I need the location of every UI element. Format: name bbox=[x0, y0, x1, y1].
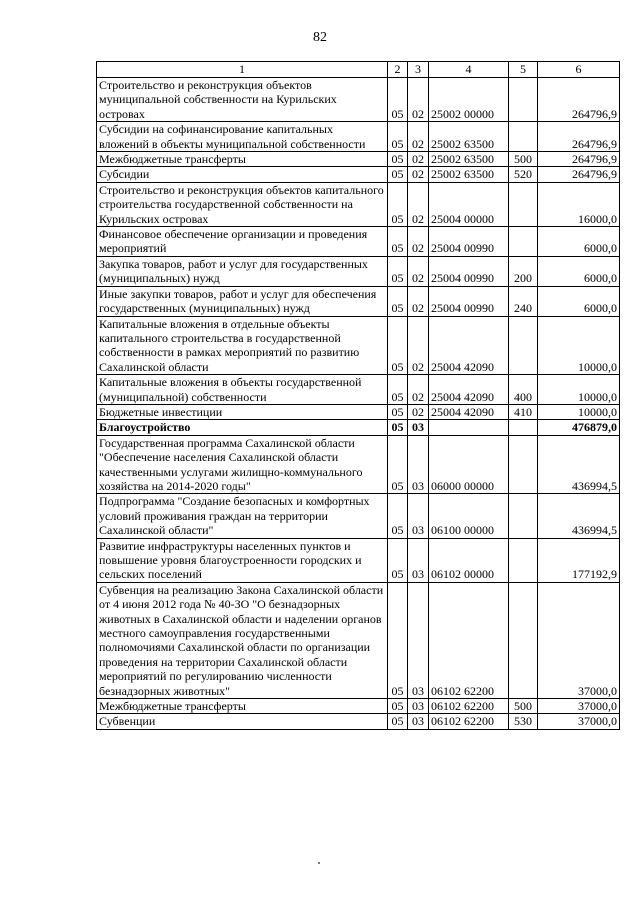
row-expense-type bbox=[509, 420, 538, 435]
header-col-6: 6 bbox=[538, 62, 620, 78]
row-amount: 6000,0 bbox=[538, 256, 620, 286]
row-target-code: 25004 42090 bbox=[429, 404, 509, 419]
row-subsection: 03 bbox=[408, 582, 429, 698]
row-section: 05 bbox=[388, 375, 408, 405]
table-row bbox=[97, 227, 620, 257]
table-header-row bbox=[97, 62, 620, 78]
header-col-4: 4 bbox=[429, 62, 509, 78]
table-row bbox=[97, 152, 620, 167]
row-name: Закупка товаров, работ и услуг для государственных (муниципальных) нужд bbox=[97, 256, 388, 286]
scan-speck bbox=[318, 862, 320, 864]
row-target-code: 25002 63500 bbox=[429, 122, 509, 152]
row-expense-type: 530 bbox=[509, 714, 538, 729]
row-expense-type bbox=[509, 316, 538, 375]
row-subsection: 03 bbox=[408, 538, 429, 582]
row-subsection: 02 bbox=[408, 182, 429, 226]
row-target-code: 25002 63500 bbox=[429, 152, 509, 167]
row-expense-type: 200 bbox=[509, 256, 538, 286]
row-name: Субсидии bbox=[97, 167, 388, 182]
row-expense-type: 520 bbox=[509, 167, 538, 182]
row-amount: 264796,9 bbox=[538, 122, 620, 152]
row-section: 05 bbox=[388, 435, 408, 494]
table-row bbox=[97, 714, 620, 729]
row-section: 05 bbox=[388, 227, 408, 257]
row-subsection: 03 bbox=[408, 420, 429, 435]
table-row bbox=[97, 494, 620, 538]
table-row bbox=[97, 538, 620, 582]
row-subsection: 02 bbox=[408, 227, 429, 257]
row-subsection: 02 bbox=[408, 404, 429, 419]
row-name: Межбюджетные трансферты bbox=[97, 152, 388, 167]
table-row bbox=[97, 404, 620, 419]
header-col-1: 1 bbox=[97, 62, 388, 78]
row-name: Благоустройство bbox=[97, 420, 388, 435]
row-expense-type: 500 bbox=[509, 699, 538, 714]
row-amount: 264796,9 bbox=[538, 78, 620, 122]
table-row bbox=[97, 167, 620, 182]
row-name: Государственная программа Сахалинской области "Обеспечение населения Сахалинской области качественными услугами жилищно-коммунального хозяйства на 2014-2020 годы" bbox=[97, 435, 388, 494]
row-name: Межбюджетные трансферты bbox=[97, 699, 388, 714]
row-subsection: 03 bbox=[408, 435, 429, 494]
row-amount: 10000,0 bbox=[538, 375, 620, 405]
row-section: 05 bbox=[388, 714, 408, 729]
header-col-2: 2 bbox=[388, 62, 408, 78]
row-amount: 37000,0 bbox=[538, 699, 620, 714]
row-target-code: 25004 42090 bbox=[429, 375, 509, 405]
table-row bbox=[97, 256, 620, 286]
row-target-code: 06102 62200 bbox=[429, 699, 509, 714]
budget-table bbox=[96, 61, 620, 730]
row-subsection: 02 bbox=[408, 152, 429, 167]
row-section: 05 bbox=[388, 182, 408, 226]
table-row bbox=[97, 182, 620, 226]
row-target-code: 06102 62200 bbox=[429, 582, 509, 698]
page-number: 82 bbox=[313, 30, 327, 45]
table-row bbox=[97, 122, 620, 152]
row-target-code: 25004 00990 bbox=[429, 227, 509, 257]
row-section: 05 bbox=[388, 286, 408, 316]
row-name: Строительство и реконструкция объектов капитального строительства государственной собственности на Курильских островах bbox=[97, 182, 388, 226]
row-section: 05 bbox=[388, 538, 408, 582]
row-name: Субсидии на софинансирование капитальных вложений в объекты муниципальной собственности bbox=[97, 122, 388, 152]
row-expense-type: 410 bbox=[509, 404, 538, 419]
row-section: 05 bbox=[388, 316, 408, 375]
row-section: 05 bbox=[388, 404, 408, 419]
row-name: Финансовое обеспечение организации и проведения мероприятий bbox=[97, 227, 388, 257]
header-col-5: 5 bbox=[509, 62, 538, 78]
row-subsection: 02 bbox=[408, 122, 429, 152]
row-target-code: 25004 00990 bbox=[429, 286, 509, 316]
row-target-code: 06000 00000 bbox=[429, 435, 509, 494]
row-name: Иные закупки товаров, работ и услуг для обеспечения государственных (муниципальных) нужд bbox=[97, 286, 388, 316]
table-row bbox=[97, 435, 620, 494]
row-name: Капитальные вложения в отдельные объекты капитального строительства в государственной собственности в рамках мероприятий по развитию Сахалинской области bbox=[97, 316, 388, 375]
row-subsection: 03 bbox=[408, 699, 429, 714]
row-expense-type: 240 bbox=[509, 286, 538, 316]
row-amount: 37000,0 bbox=[538, 582, 620, 698]
row-amount: 6000,0 bbox=[538, 286, 620, 316]
row-expense-type: 400 bbox=[509, 375, 538, 405]
table-row bbox=[97, 375, 620, 405]
row-subsection: 03 bbox=[408, 714, 429, 729]
row-expense-type bbox=[509, 227, 538, 257]
row-target-code: 25004 00990 bbox=[429, 256, 509, 286]
row-section: 05 bbox=[388, 420, 408, 435]
row-section: 05 bbox=[388, 699, 408, 714]
row-expense-type bbox=[509, 538, 538, 582]
row-target-code: 25002 63500 bbox=[429, 167, 509, 182]
row-amount: 264796,9 bbox=[538, 152, 620, 167]
row-name: Развитие инфраструктуры населенных пунктов и повышение уровня благоустроенности городских и сельских поселений bbox=[97, 538, 388, 582]
row-section: 05 bbox=[388, 256, 408, 286]
row-name: Субвенции bbox=[97, 714, 388, 729]
row-amount: 10000,0 bbox=[538, 404, 620, 419]
row-subsection: 02 bbox=[408, 78, 429, 122]
row-target-code: 06102 00000 bbox=[429, 538, 509, 582]
row-amount: 6000,0 bbox=[538, 227, 620, 257]
row-subsection: 03 bbox=[408, 494, 429, 538]
row-name: Строительство и реконструкция объектов муниципальной собственности на Курильских островах bbox=[97, 78, 388, 122]
row-subsection: 02 bbox=[408, 316, 429, 375]
row-section: 05 bbox=[388, 78, 408, 122]
row-target-code: 06100 00000 bbox=[429, 494, 509, 538]
row-subsection: 02 bbox=[408, 256, 429, 286]
row-target-code: 25002 00000 bbox=[429, 78, 509, 122]
row-amount: 16000,0 bbox=[538, 182, 620, 226]
row-expense-type bbox=[509, 435, 538, 494]
table-row-section-total bbox=[97, 420, 620, 435]
row-amount: 177192,9 bbox=[538, 538, 620, 582]
table-row bbox=[97, 78, 620, 122]
row-target-code: 06102 62200 bbox=[429, 714, 509, 729]
row-expense-type bbox=[509, 582, 538, 698]
row-name: Капитальные вложения в объекты государственной (муниципальной) собственности bbox=[97, 375, 388, 405]
table-row bbox=[97, 582, 620, 698]
row-subsection: 02 bbox=[408, 375, 429, 405]
row-target-code bbox=[429, 420, 509, 435]
row-amount: 264796,9 bbox=[538, 167, 620, 182]
row-name: Подпрограмма "Создание безопасных и комфортных условий проживания граждан на территории Сахалинской области" bbox=[97, 494, 388, 538]
row-amount: 436994,5 bbox=[538, 435, 620, 494]
row-section: 05 bbox=[388, 582, 408, 698]
row-amount: 10000,0 bbox=[538, 316, 620, 375]
row-section: 05 bbox=[388, 152, 408, 167]
row-name: Субвенция на реализацию Закона Сахалинской области от 4 июня 2012 года № 40-ЗО "О безнадзорных животных в Сахалинской области и наделении органов местного самоуправления государственными полномочиями Сахалинской области по организации проведения на территории Сахалинской области мероприятий по регулированию численности безнадзорных животных" bbox=[97, 582, 388, 698]
row-expense-type bbox=[509, 122, 538, 152]
row-target-code: 25004 00000 bbox=[429, 182, 509, 226]
row-expense-type: 500 bbox=[509, 152, 538, 167]
table-row bbox=[97, 699, 620, 714]
row-target-code: 25004 42090 bbox=[429, 316, 509, 375]
table-row bbox=[97, 316, 620, 375]
row-section: 05 bbox=[388, 167, 408, 182]
row-expense-type bbox=[509, 182, 538, 226]
row-subsection: 02 bbox=[408, 167, 429, 182]
row-expense-type bbox=[509, 494, 538, 538]
row-subsection: 02 bbox=[408, 286, 429, 316]
row-amount: 476879,0 bbox=[538, 420, 620, 435]
table-row bbox=[97, 286, 620, 316]
row-amount: 37000,0 bbox=[538, 714, 620, 729]
row-expense-type bbox=[509, 78, 538, 122]
row-section: 05 bbox=[388, 122, 408, 152]
row-section: 05 bbox=[388, 494, 408, 538]
row-amount: 436994,5 bbox=[538, 494, 620, 538]
header-col-3: 3 bbox=[408, 62, 429, 78]
row-name: Бюджетные инвестиции bbox=[97, 404, 388, 419]
